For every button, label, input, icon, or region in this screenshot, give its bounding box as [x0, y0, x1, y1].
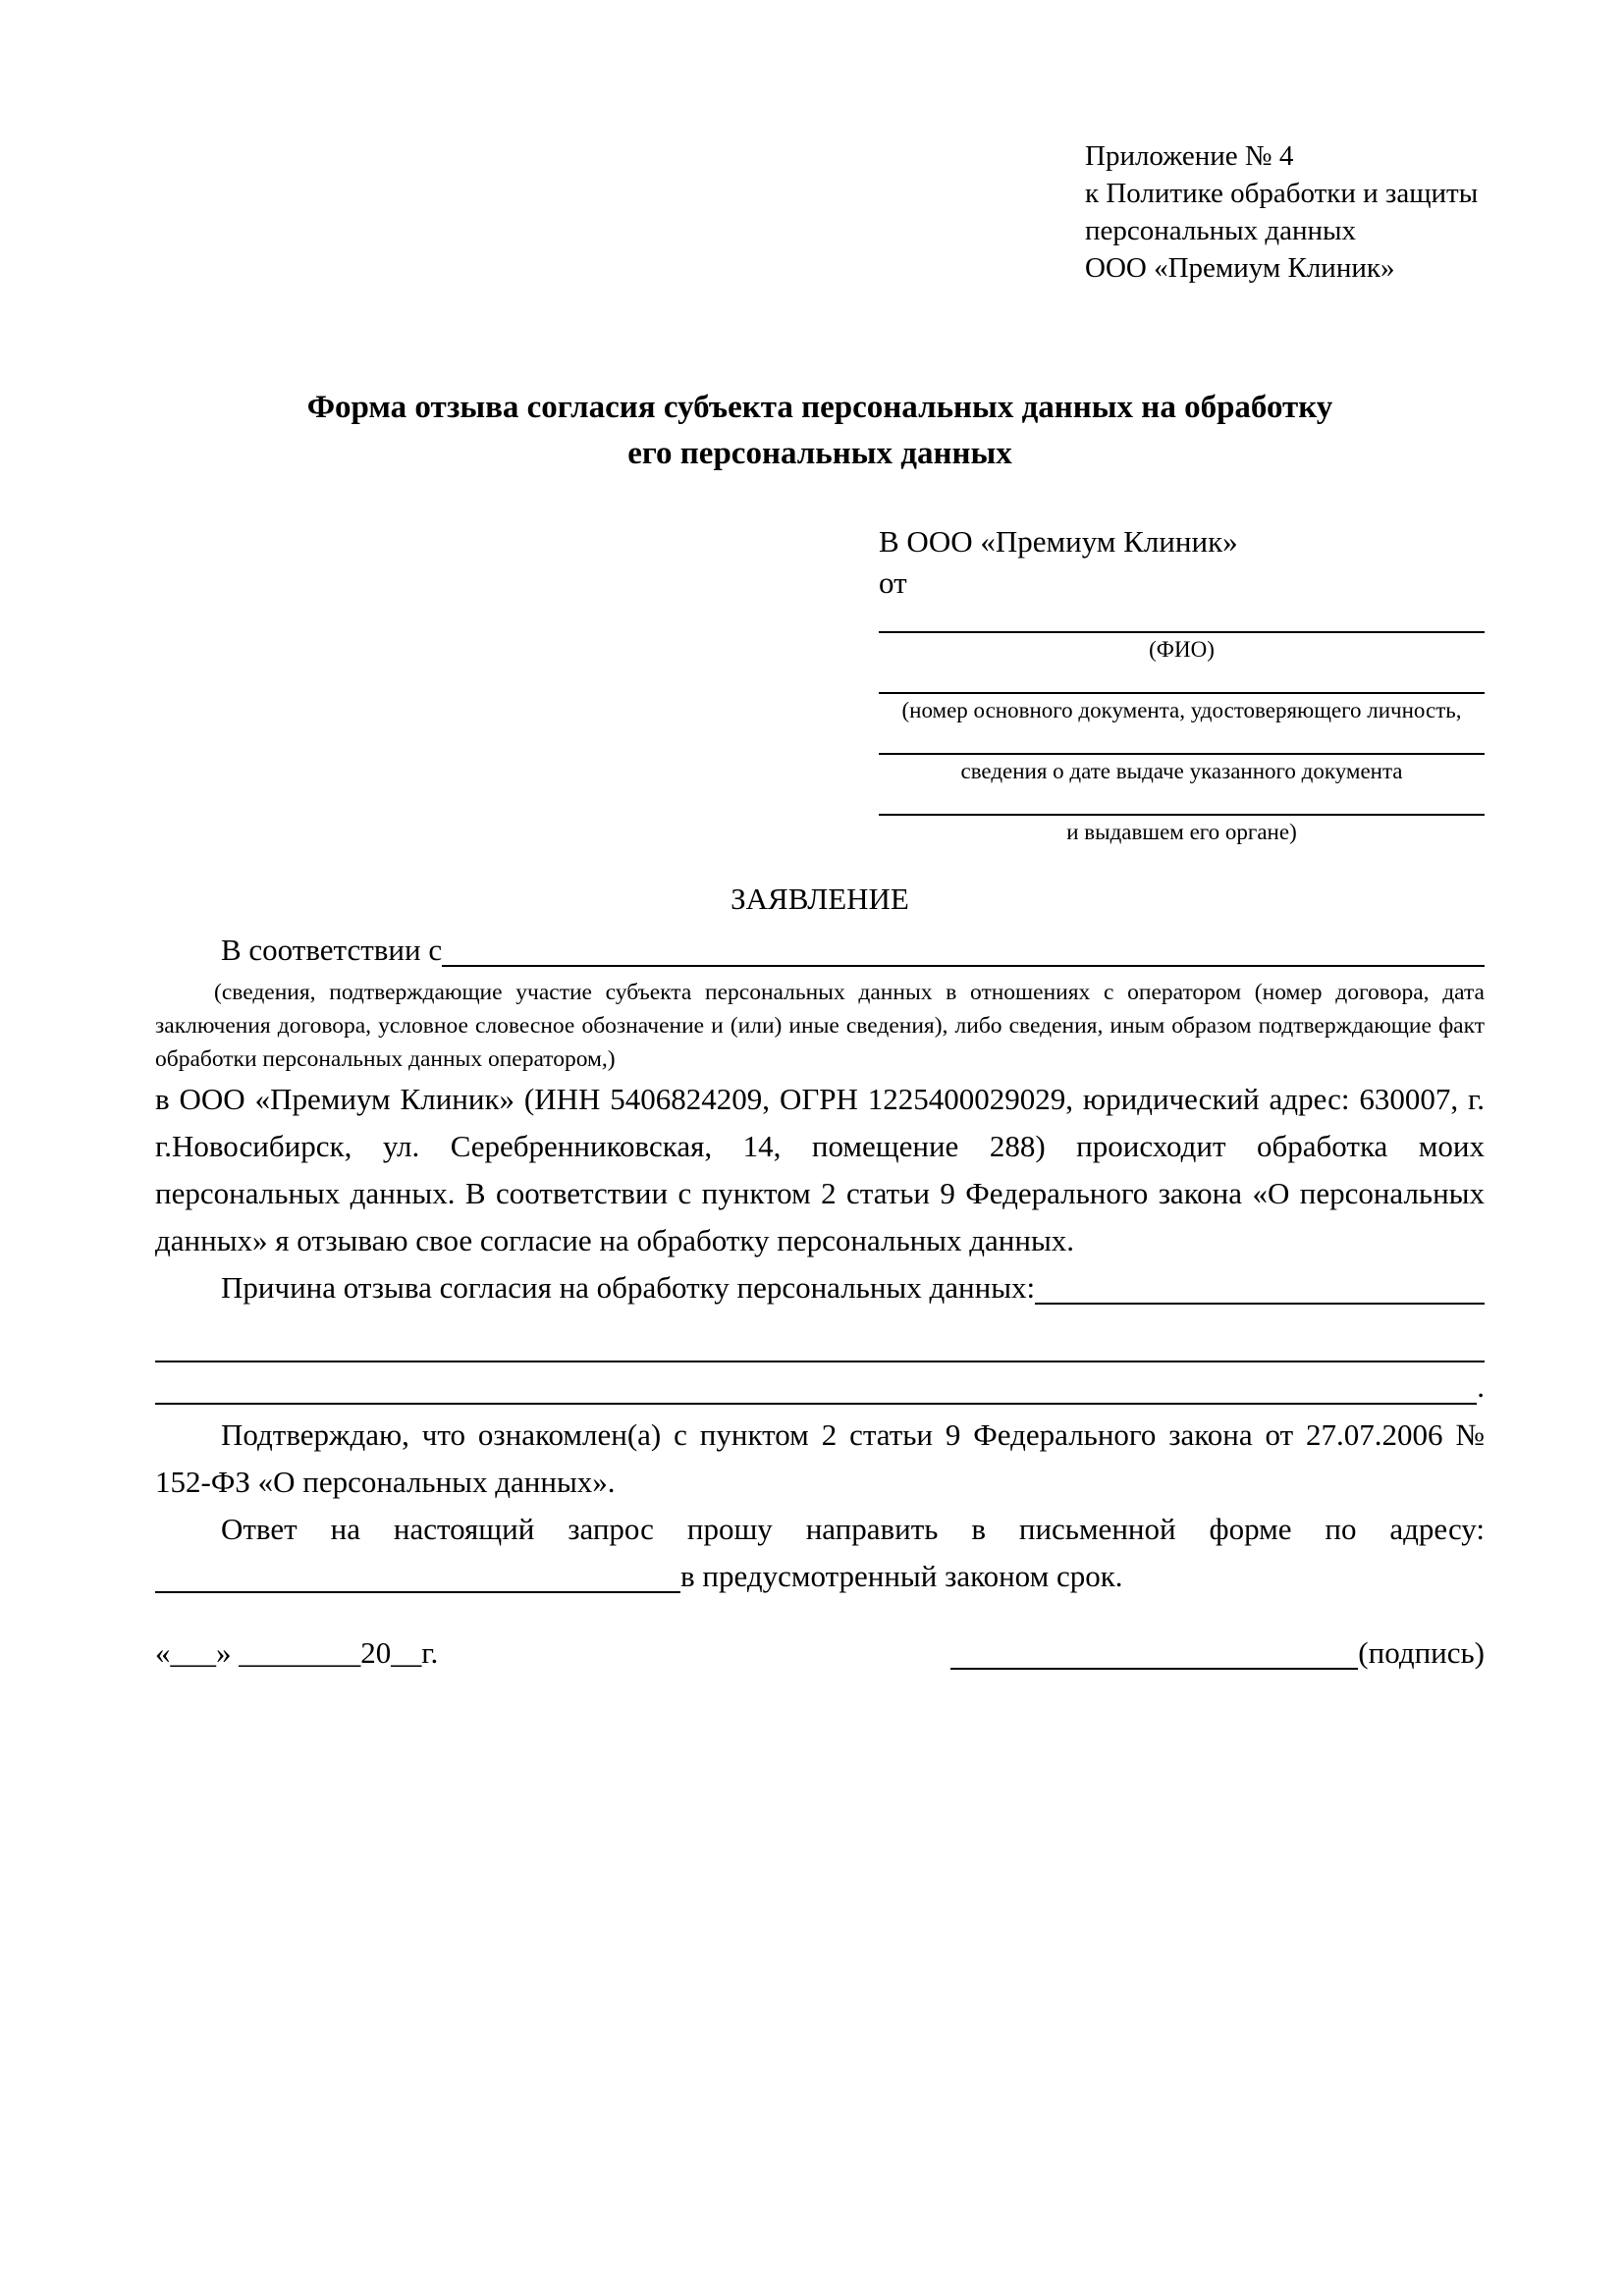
operator-paragraph: в ООО «Премиум Клиник» (ИНН 5406824209, ОГРН 1225400029029, юридический адрес: 630007, г. г.Новосибирск, ул. Серебренниковская, 14, помещение 288) происходит обработка моих персональных данных. В соответствии с пунктом 2 статьи 9 Федерального закона «О персональных данных» я отзываю свое согласие на обработку персональных данных. — [155, 1082, 1485, 1257]
reason-blank-line-2 — [155, 1311, 1485, 1362]
addressee-from: от — [879, 565, 907, 600]
issuing-authority-caption: и выдавшем его органе) — [1066, 820, 1297, 844]
basis-label: В соответствии с — [221, 933, 443, 967]
reason-blank-line-3-row — [155, 1362, 1485, 1412]
reason-blank-line-1 — [1035, 1303, 1485, 1305]
reply-address-row — [155, 1553, 1485, 1600]
appendix-line-2: к Политике обработки и защиты — [1085, 178, 1479, 209]
document-number-caption: (номер основного документа, удостоверяющего личность, — [901, 698, 1462, 722]
issue-date-blank-line — [879, 725, 1485, 755]
issuing-authority-blank-line — [879, 786, 1485, 816]
document-title-line-2: его персональных данных — [627, 436, 1012, 471]
address-blank-line — [155, 1591, 680, 1593]
reason-blank-line-3 — [155, 1403, 1477, 1405]
basis-row — [155, 927, 1485, 974]
appendix-line-3: персональных данных — [1085, 215, 1357, 246]
signature-blank-line — [950, 1668, 1358, 1670]
reason-row — [155, 1264, 1485, 1311]
basis-footnote: (сведения, подтверждающие участие субъекта персональных данных в отношениях с оператором (номер договора, дата заключения договора, условное словесное обозначение и (или) иные сведения), либо сведения, иным образом подтверждающие факт обработки персональных данных оператором,) — [155, 980, 1485, 1072]
reason-label: Причина отзыва согласия на обработку персональных данных: — [221, 1270, 1036, 1305]
date-blank-text: «___» ________20__г. — [155, 1635, 439, 1670]
addressee-block — [879, 521, 1485, 847]
appendix-line-1: Приложение № 4 — [1085, 140, 1294, 172]
reply-deadline-text: в предусмотренный законом срок. — [680, 1559, 1123, 1593]
appendix-block — [1085, 137, 1485, 287]
document-title-line-1: Форма отзыва согласия субъекта персональных данных на обработку — [306, 390, 1333, 425]
signature-group — [950, 1629, 1485, 1677]
appendix-line-4: ООО «Премиум Клиник» — [1085, 252, 1395, 284]
document-title — [155, 385, 1485, 477]
document-number-blank-line — [879, 665, 1485, 694]
fio-blank-line — [879, 604, 1485, 633]
signoff-row — [155, 1629, 1485, 1677]
statement-heading: ЗАЯВЛЕНИЕ — [731, 881, 909, 916]
fio-caption: (ФИО) — [1149, 637, 1215, 662]
reason-end-punctuation: . — [1477, 1369, 1485, 1404]
signature-caption: (подпись) — [1358, 1635, 1485, 1670]
reply-request-paragraph: Ответ на настоящий запрос прошу направить в письменной форме по адресу: — [221, 1512, 1485, 1546]
addressee-to: В ООО «Премиум Клиник» — [879, 524, 1238, 559]
issue-date-caption: сведения о дате выдаче указанного документа — [960, 759, 1403, 783]
acknowledgement-paragraph: Подтверждаю, что ознакомлен(а) с пунктом 2 статьи 9 Федерального закона от 27.07.2006 № 152-ФЗ «О персональных данных». — [155, 1417, 1485, 1499]
basis-blank-line — [442, 965, 1485, 967]
